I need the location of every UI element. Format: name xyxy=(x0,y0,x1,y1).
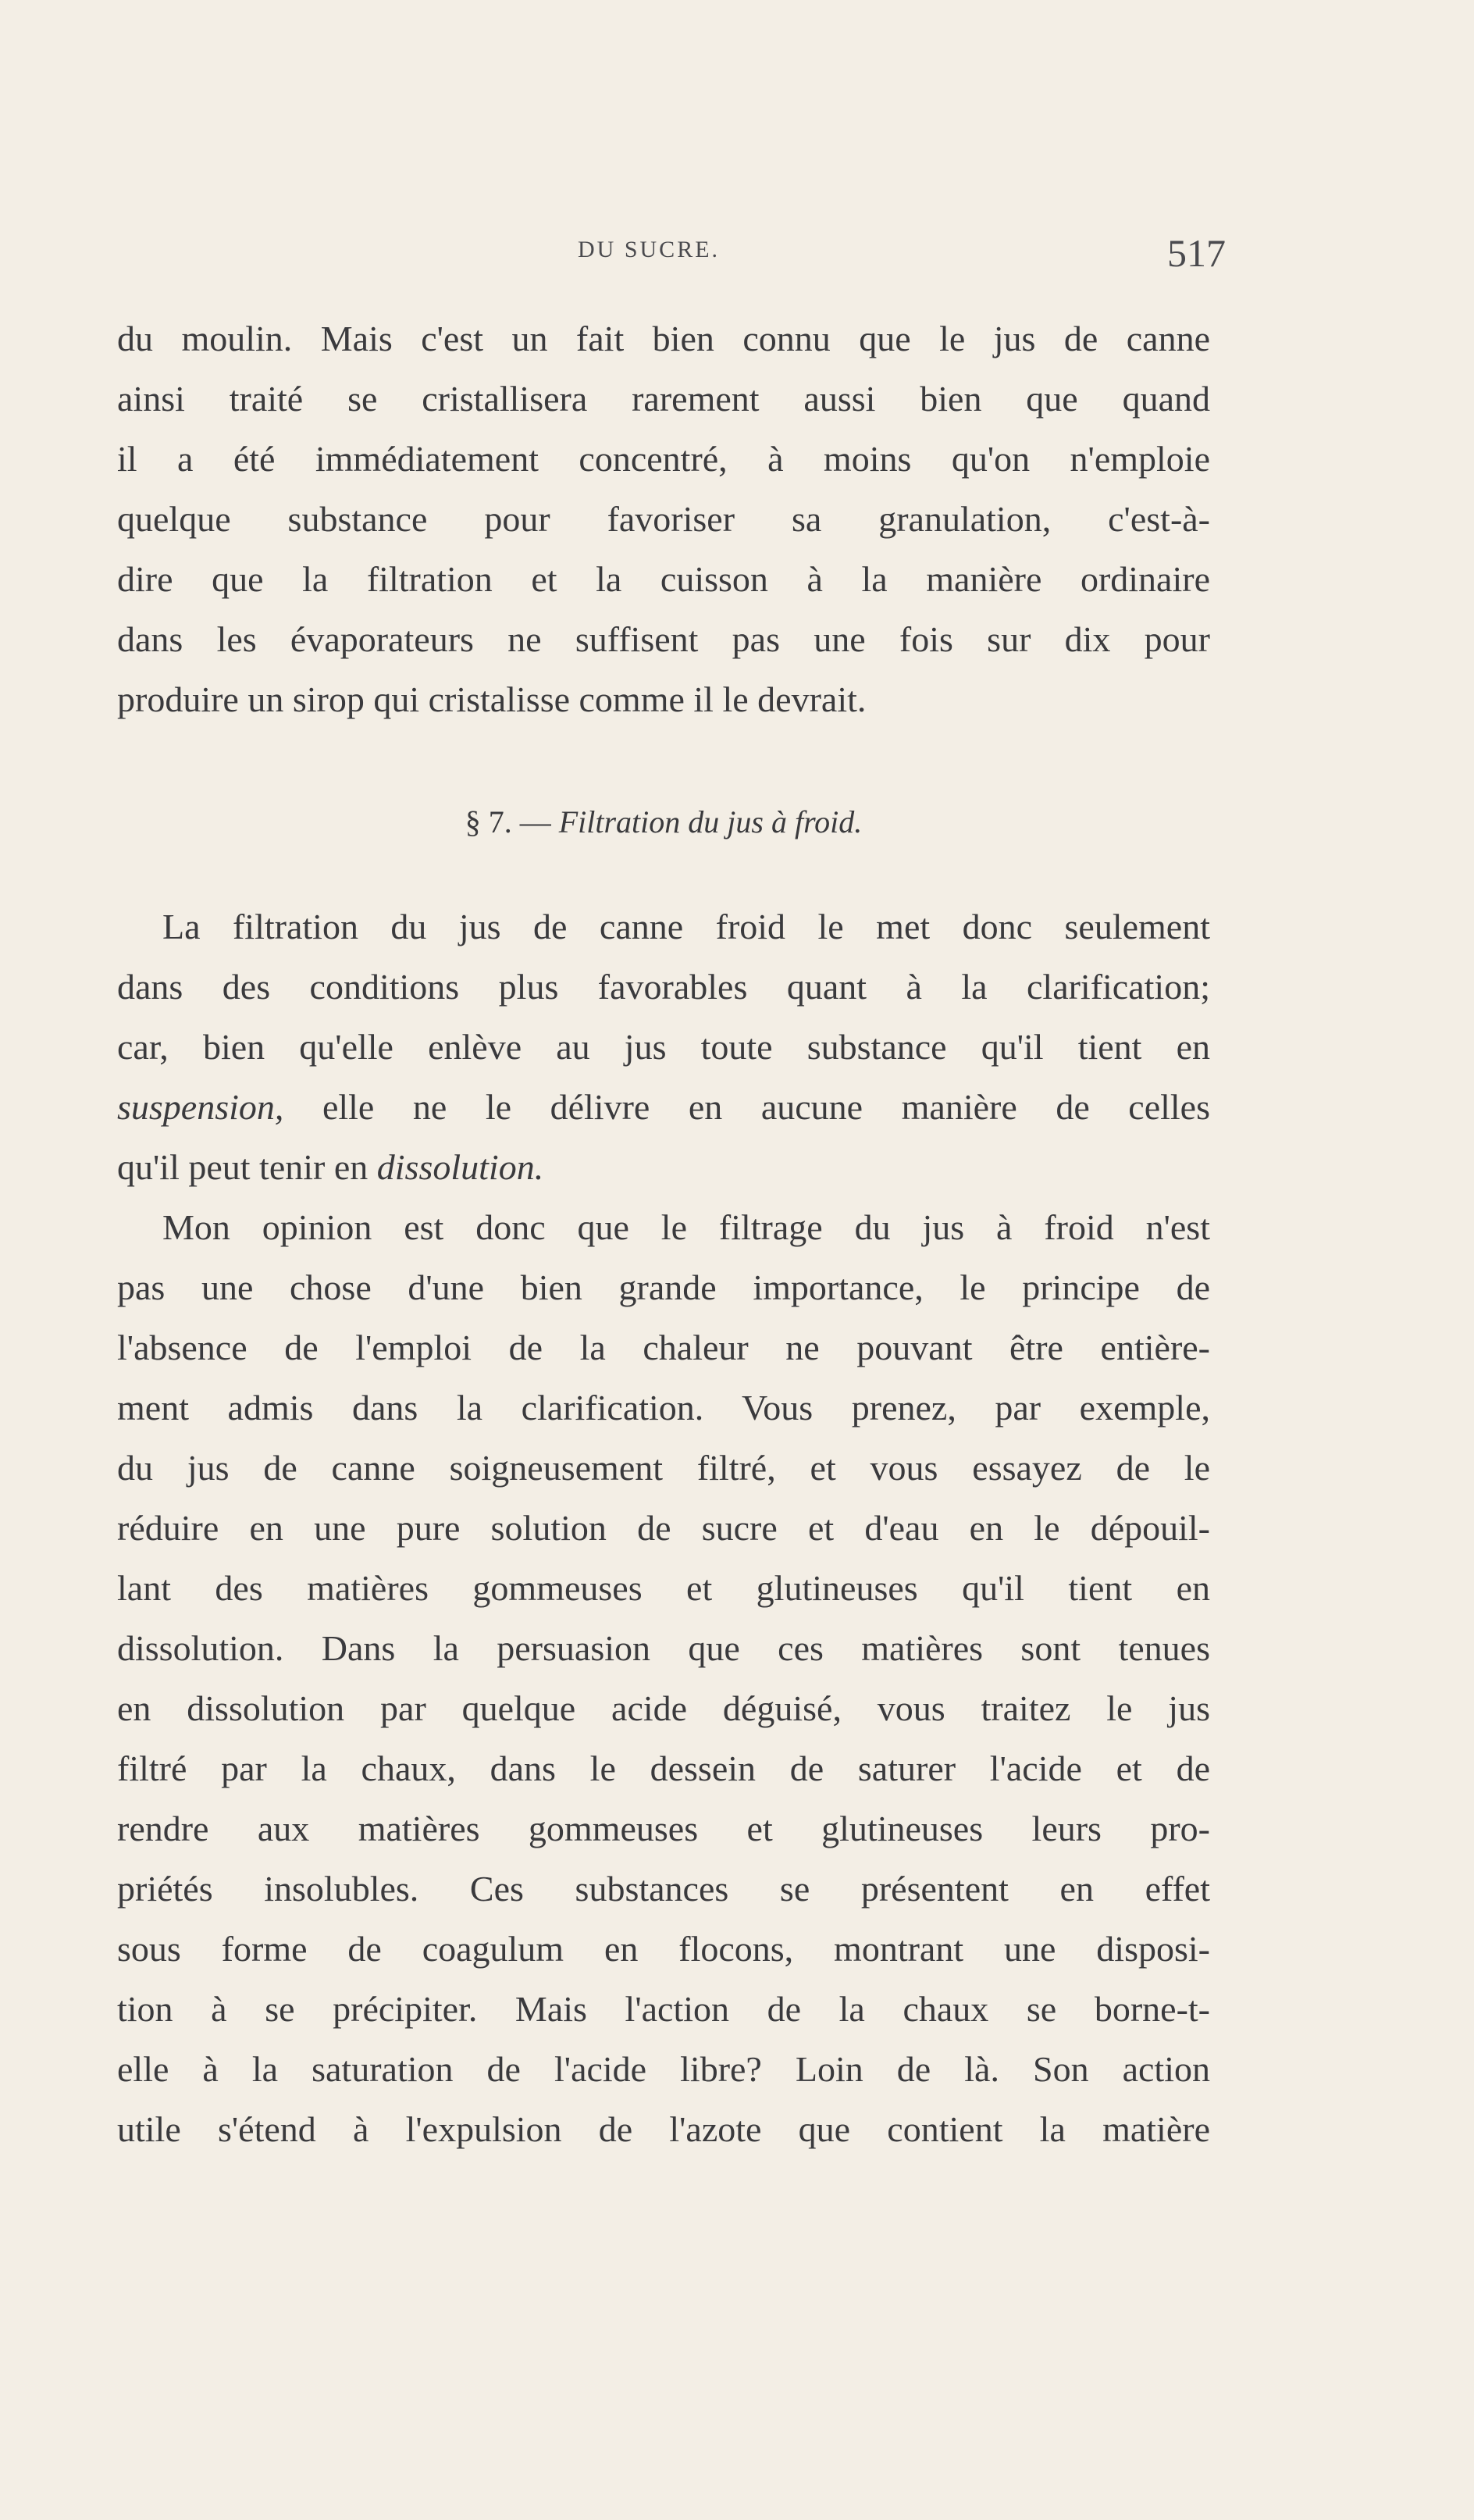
text-line: filtré par la chaux, dans le dessein de saturer l'acide et de xyxy=(117,1748,1210,1788)
body-text xyxy=(117,896,1210,2159)
text-line: du moulin. Mais c'est un fait bien connu que le jus de canne xyxy=(117,319,1210,358)
italic-term: suspension, xyxy=(117,1087,284,1127)
section-heading xyxy=(117,795,1210,850)
text-line: il a été immédiatement concentré, à moins qu'on n'emploie xyxy=(117,439,1210,479)
text-fragment: elle ne le délivre en aucune manière de celles xyxy=(283,1087,1210,1127)
text-line: l'absence de l'emploi de la chaleur ne pouvant être entière- xyxy=(117,1328,1210,1367)
text-fragment: qu'il peut tenir en xyxy=(117,1147,377,1187)
text-line: car, bien qu'elle enlève au jus toute substance qu'il tient en xyxy=(117,1027,1210,1067)
paragraph-continued xyxy=(117,308,1210,729)
running-title: DU SUCRE. xyxy=(578,237,721,262)
text-line: en dissolution par quelque acide déguisé, vous traitez le jus xyxy=(117,1688,1210,1728)
text-line: ainsi traité se cristallisera rarement aussi bien que quand xyxy=(117,379,1210,419)
text-line: sous forme de coagulum en flocons, montrant une disposi- xyxy=(117,1929,1210,1969)
section-number: § 7. — xyxy=(465,804,551,839)
page-header xyxy=(117,230,1226,277)
text-line: utile s'étend à l'expulsion de l'azote que contient la matière xyxy=(117,2109,1210,2149)
text-line: dissolution. Dans la persuasion que ces matières sont tenues xyxy=(117,1628,1210,1668)
text-line: dire que la filtration et la cuisson à la manière ordinaire xyxy=(117,559,1210,599)
text-line: produire un sirop qui cristalisse comme il le devrait. xyxy=(117,679,867,719)
text-line: du jus de canne soigneusement filtré, et vous essayez de le xyxy=(117,1448,1210,1488)
text-line: priétés insolubles. Ces substances se présentent en effet xyxy=(117,1869,1210,1909)
text-line xyxy=(117,1137,1210,1197)
text-line: La filtration du jus de canne froid le met donc seulement xyxy=(162,907,1210,946)
text-line: Mon opinion est donc que le filtrage du jus à froid n'est xyxy=(162,1207,1210,1247)
text-line: tion à se précipiter. Mais l'action de la chaux se borne-t- xyxy=(117,1989,1210,2029)
text-line xyxy=(117,1077,1210,1137)
text-line: dans des conditions plus favorables quant à la clarification; xyxy=(117,967,1210,1007)
text-line: rendre aux matières gommeuses et glutineuses leurs pro- xyxy=(117,1809,1210,1848)
section-title: Filtration du jus à froid. xyxy=(558,804,863,839)
text-line: ment admis dans la clarification. Vous prenez, par exemple, xyxy=(117,1388,1210,1428)
text-line: dans les évaporateurs ne suffisent pas une fois sur dix pour xyxy=(117,619,1210,659)
text-line: réduire en une pure solution de sucre et d'eau en le dépouil- xyxy=(117,1508,1210,1548)
text-line: quelque substance pour favoriser sa granulation, c'est-à- xyxy=(117,499,1210,539)
page-number: 517 xyxy=(1167,231,1226,275)
text-line: elle à la saturation de l'acide libre? Loin de là. Son action xyxy=(117,2049,1210,2089)
text-line: lant des matières gommeuses et glutineuses qu'il tient en xyxy=(117,1568,1210,1608)
text-line: pas une chose d'une bien grande importance, le principe de xyxy=(117,1267,1210,1307)
italic-term: dissolution. xyxy=(376,1147,544,1187)
